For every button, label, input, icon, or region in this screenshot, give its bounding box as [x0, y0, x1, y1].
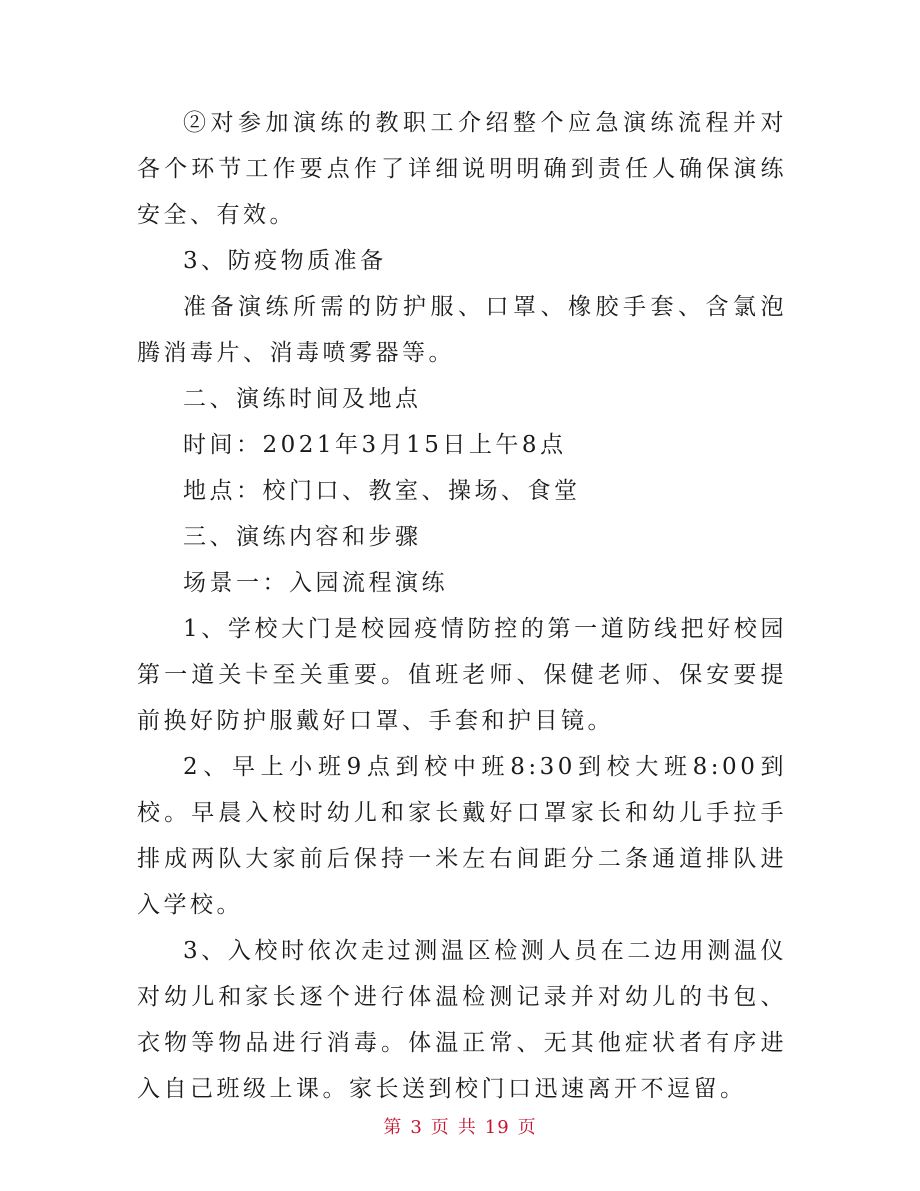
paragraph-time: 时间：2021年3月15日上午8点	[183, 432, 567, 458]
footer-total-pages: 19	[484, 1117, 510, 1138]
footer-prefix: 第	[383, 1117, 403, 1138]
paragraph-step-1: 1、学校大门是校园疫情防控的第一道防线把好校园第一道关卡至关重要。值班老师、保健老师、保安要提前换好防护服戴好口罩、手套和护目镜。	[137, 616, 787, 734]
paragraph-step-3: 3、入校时依次走过测温区检测人员在二边用测温仪对幼儿和家长逐个进行体温检测记录并对幼儿的书包、衣物等物品进行消毒。体温正常、无其他症状者有序进入自己班级上课。家长送到校门口迅速离开不逗留。	[137, 938, 787, 1102]
heading-time-and-location: 二、演练时间及地点	[183, 386, 422, 412]
paragraph-supplies-list: 准备演练所需的防护服、口罩、橡胶手套、含氯泡腾消毒片、消毒喷雾器等。	[137, 294, 787, 366]
footer-total-word: 共	[457, 1117, 477, 1138]
footer-suffix: 页	[517, 1117, 537, 1138]
paragraph-procedure-briefing: ②对参加演练的教职工介绍整个应急演练流程并对各个环节工作要点作了详细说明明确到责任人确保演练安全、有效。	[137, 110, 787, 228]
footer-page-word: 页	[430, 1117, 450, 1138]
heading-scene-one: 场景一：入园流程演练	[183, 570, 448, 596]
document-body	[137, 100, 787, 1112]
paragraph-location: 地点：校门口、教室、操场、食堂	[183, 478, 581, 504]
heading-supplies-preparation: 3、防疫物质准备	[183, 248, 387, 274]
footer-current-page: 3	[410, 1117, 423, 1138]
heading-content-and-steps: 三、演练内容和步骤	[183, 524, 422, 550]
paragraph-step-2: 2、早上小班9点到校中班8:30到校大班8:00到校。早晨入校时幼儿和家长戴好口罩家长和幼儿手拉手排成两队大家前后保持一米左右间距分二条通道排队进入学校。	[137, 754, 787, 918]
page-number-footer	[0, 1113, 920, 1139]
